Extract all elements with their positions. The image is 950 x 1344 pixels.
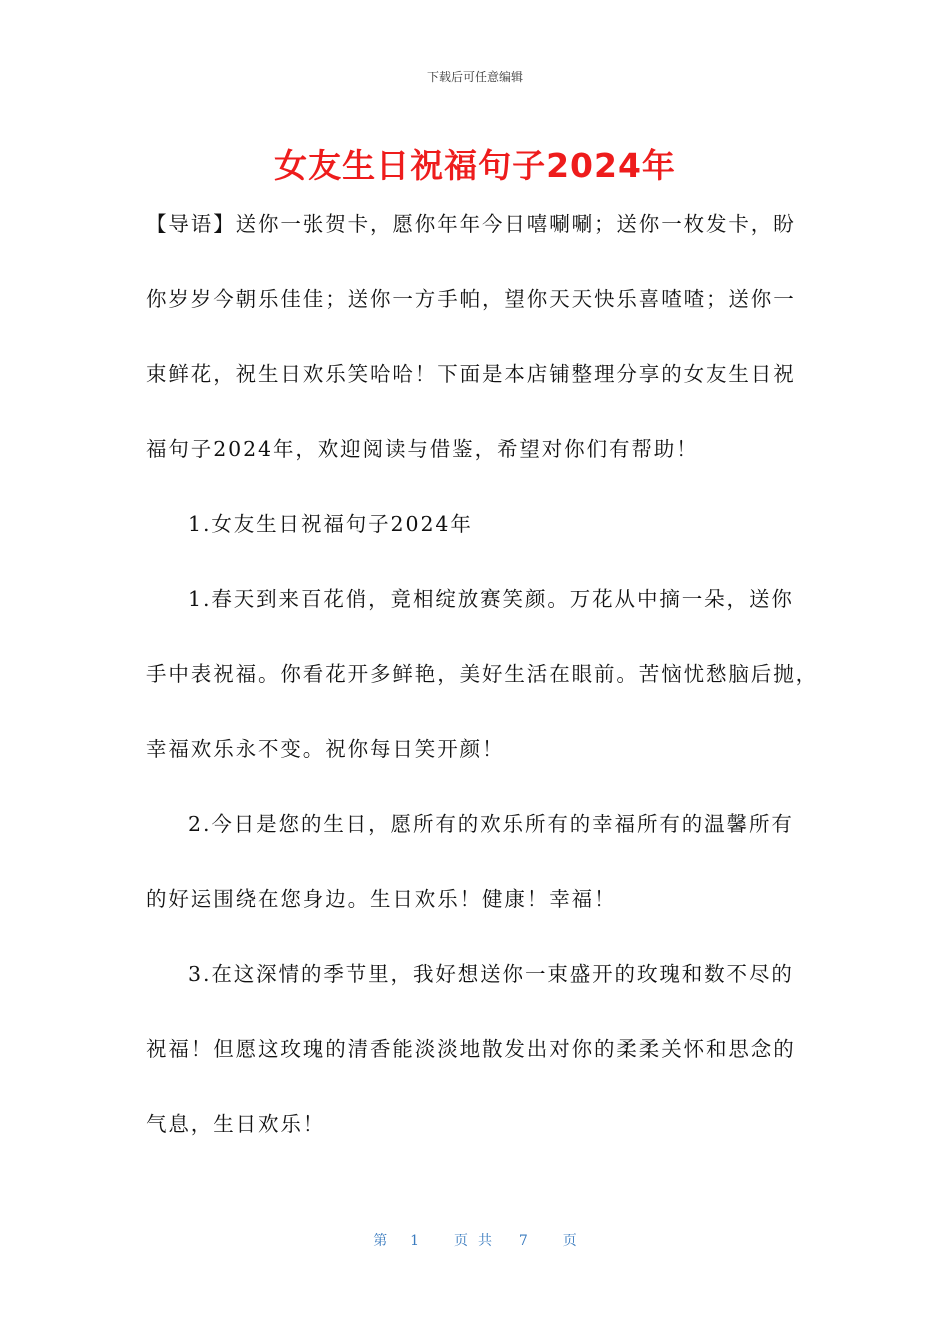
document-title: 女友生日祝福句子2024年 [274,146,676,185]
body-line: 1.春天到来百花俏，竟相绽放赛笑颜。万花从中摘一朵，送你 [188,587,794,611]
body-line: 手中表祝福。你看花开多鲜艳，美好生活在眼前。苦恼忧愁脑后抛， [146,662,818,686]
page-current: 1 [410,1233,420,1249]
body-line: 3.在这深情的季节里，我好想送你一束盛开的玫瑰和数不尽的 [188,962,794,986]
page-label-mid: 页共 [454,1233,502,1249]
section-heading: 1.女友生日祝福句子2024年 [188,512,473,536]
body-line: 祝福！但愿这玫瑰的清香能淡淡地散发出对你的柔柔关怀和思念的 [146,1037,796,1061]
page-total: 7 [518,1233,528,1249]
body-line: 福句子2024年，欢迎阅读与借鉴，希望对你们有帮助！ [146,437,699,461]
body-line: 【导语】送你一张贺卡，愿你年年今日嘻唰唰；送你一枚发卡，盼 [146,212,796,236]
body-line: 束鲜花，祝生日欢乐笑哈哈！下面是本店铺整理分享的女友生日祝 [146,362,796,386]
body-line: 你岁岁今朝乐佳佳；送你一方手帕，望你天天快乐喜喳喳；送你一 [146,287,796,311]
page-label-pre: 第 [373,1233,388,1249]
body-line: 的好运围绕在您身边。生日欢乐！健康！幸福！ [146,887,617,911]
body-line: 气息，生日欢乐！ [146,1112,326,1136]
body-line: 幸福欢乐永不变。祝你每日笑开颜！ [146,737,505,761]
header-note: 下载后可任意编辑 [426,70,523,84]
body-line: 2.今日是您的生日，愿所有的欢乐所有的幸福所有的温馨所有 [188,812,794,836]
page-footer [0,1230,950,1250]
page-label-post: 页 [562,1233,577,1249]
